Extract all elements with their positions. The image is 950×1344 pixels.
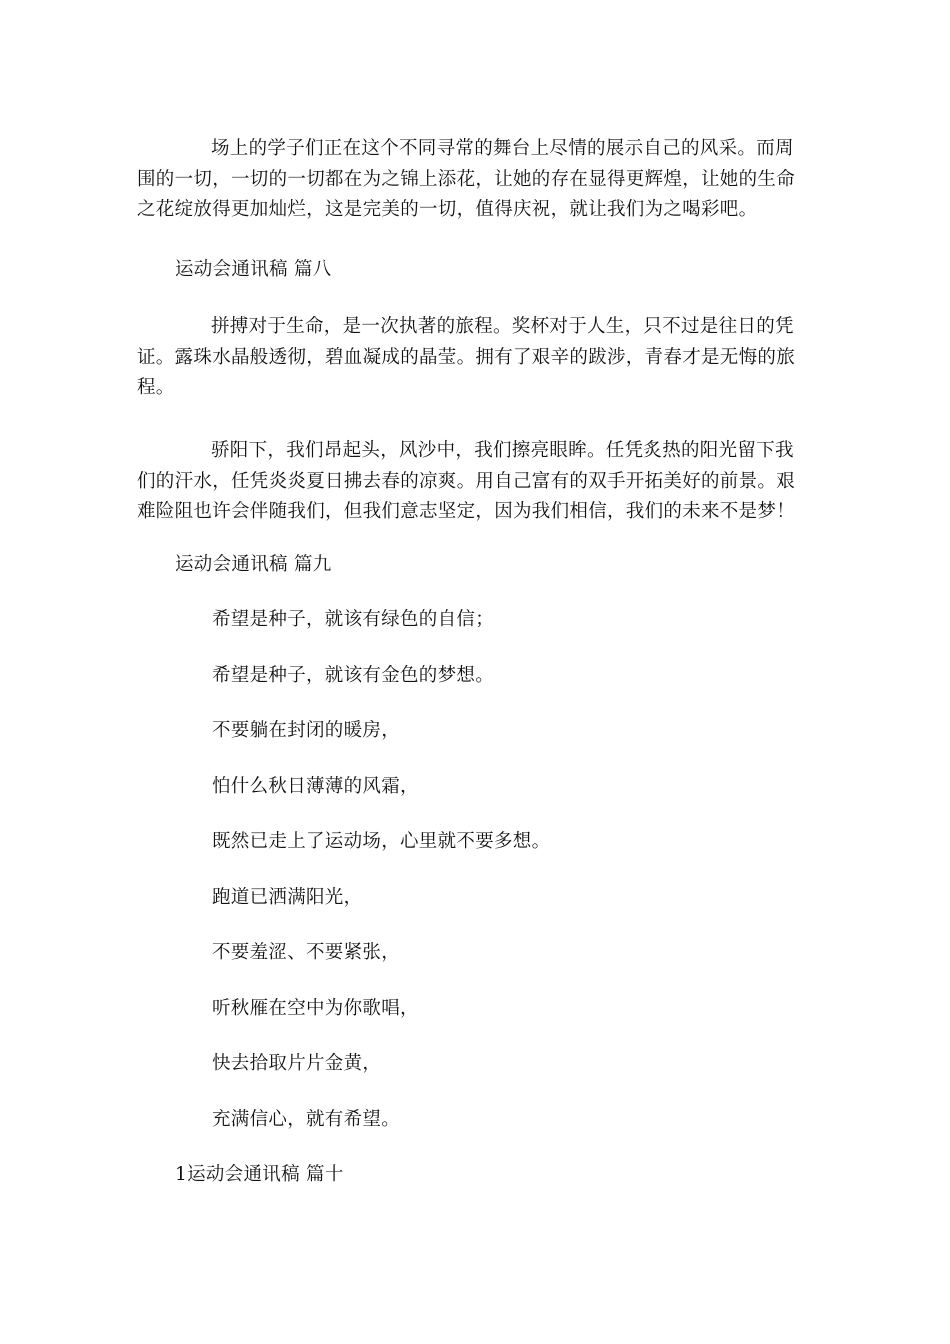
paragraph-sunshine: 骄阳下，我们昂起头，风沙中，我们擦亮眼眸。任凭炙热的阳光留下我们的汗水，任凭炎炎夏日拂去春的凉爽。用自己富有的双手开拓美好的前景。艰难险阻也许会伴随我们，但我们意志坚定，因为我们相信，我们的未来不是梦！ [137,440,796,522]
poem-line: 希望是种子，就该有金色的梦想。 [212,665,495,686]
poem-line: 既然已走上了运动场，心里就不要多想。 [212,831,551,852]
poem-line: 听秋雁在空中为你歌唱， [212,998,419,1019]
paragraph-striving: 拼搏对于生命，是一次执著的旅程。奖杯对于人生，只不过是往日的凭证。露珠水晶般透彻，碧血凝成的晶莹。拥有了艰辛的跋涉，青春才是无悔的旅程。 [137,316,796,398]
poem-line: 快去拾取片片金黄， [212,1053,382,1074]
poem-line: 不要羞涩、不要紧张， [212,942,401,963]
poem-line: 怕什么秋日薄薄的风霜， [212,776,419,797]
poem-line: 希望是种子，就该有绿色的自信； [212,609,495,630]
poem-line: 充满信心，就有希望。 [212,1109,401,1130]
paragraph-celebration: 场上的学子们正在这个不同寻常的舞台上尽情的展示自己的风采。而周围的一切，一切的一切都在为之锦上添花，让她的存在显得更辉煌，让她的生命之花绽放得更加灿烂，这是完美的一切，值得庆祝，就让我们为之喝彩吧。 [137,138,796,220]
heading-section-nine: 运动会通讯稿 篇九 [175,554,332,575]
poem-line: 不要躺在封闭的暖房， [212,720,401,741]
heading-section-eight: 运动会通讯稿 篇八 [175,259,332,280]
poem-line: 跑道已洒满阳光， [212,887,363,908]
heading-section-ten: 1运动会通讯稿 篇十 [175,1164,344,1185]
